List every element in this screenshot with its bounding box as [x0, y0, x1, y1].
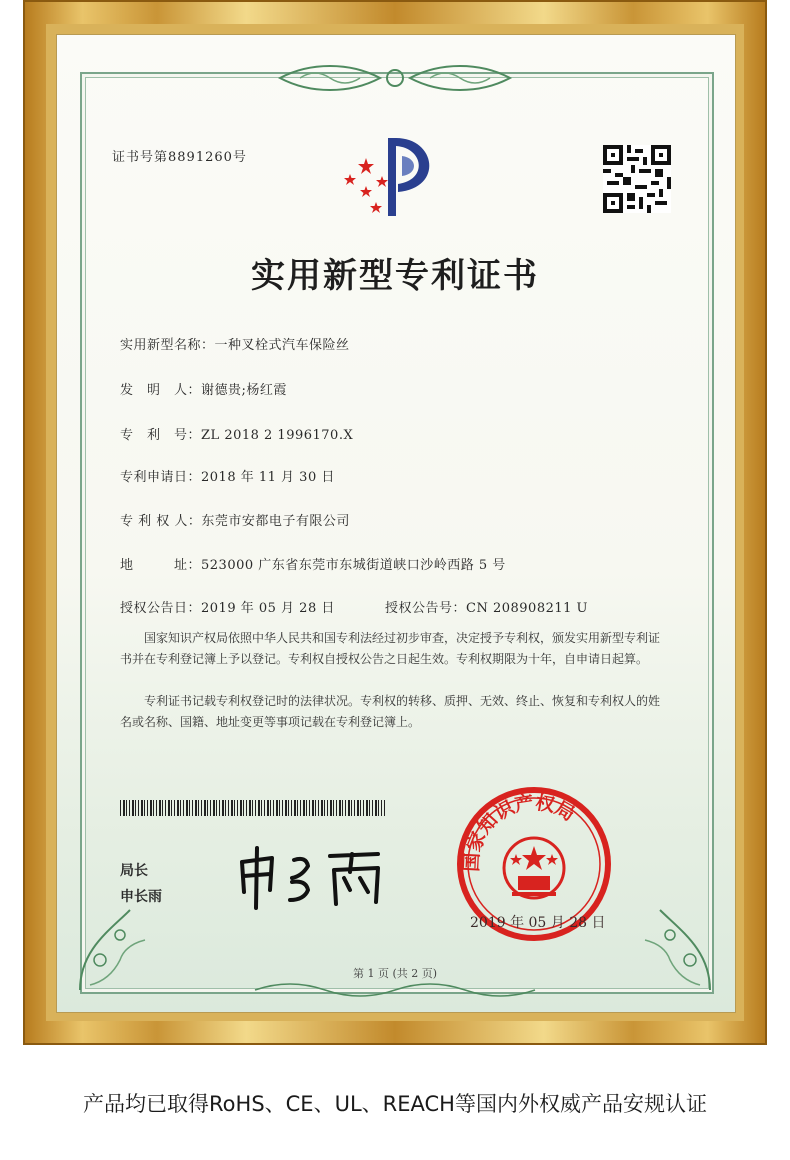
field-utility-model-name	[120, 334, 350, 353]
field-value: 一种叉栓式汽车保险丝	[214, 338, 350, 353]
certification-caption: 产品均已取得RoHS、CE、UL、REACH等国内外权威产品安规认证	[83, 1092, 707, 1116]
grant-paragraph: 国家知识产权局依照中华人民共和国专利法经过初步审查，决定授予专利权，颁发实用新型专利证书并在专利登记簿上予以登记。专利权自授权公告之日起生效。专利权期限为十年，自申请日起算。	[120, 631, 661, 666]
certificate-title: 实用新型专利证书	[251, 256, 539, 296]
field-value: 东莞市安都电子有限公司	[201, 514, 350, 529]
qr-code-icon	[603, 145, 671, 213]
handwritten-signature-icon	[232, 842, 392, 912]
field-value: CN 208908211 U	[466, 601, 588, 616]
page-number: 第 1 页 (共 2 页)	[352, 967, 438, 980]
field-value: ZL 2018 2 1996170.X	[201, 428, 354, 443]
field-label: 专利申请日：	[120, 470, 202, 485]
field-label: 授权公告号：	[385, 601, 467, 616]
seal-text: 国家知识产权局	[460, 791, 579, 873]
chief-title: 局长	[120, 863, 148, 879]
field-value: 523000 广东省东莞市东城街道峡口沙岭西路 5 号	[201, 558, 506, 573]
field-grant-number	[385, 597, 588, 616]
bottom-left-ornament-icon	[70, 890, 170, 1000]
field-label: 地 址：	[120, 558, 202, 573]
field-value: 谢德贵;杨红霞	[201, 383, 287, 398]
legal-status-paragraph: 专利证书记载专利权登记时的法律状况。专利权的转移、质押、无效、终止、恢复和专利权人的姓名或名称、国籍、地址变更等事项记载在专利登记簿上。	[120, 694, 661, 729]
field-label: 授权公告日：	[120, 601, 202, 616]
top-ornament-icon	[270, 60, 520, 96]
seal-date: 2019 年 05 月 28 日	[470, 915, 606, 931]
field-patent-number	[120, 424, 353, 443]
bottom-right-ornament-icon	[620, 890, 720, 1000]
field-grant-date	[120, 597, 335, 616]
certificate-number: 证书号第8891260号	[112, 150, 247, 165]
field-label: 实用新型名称：	[120, 338, 215, 353]
chief-name: 申长雨	[120, 889, 162, 905]
field-value: 2019 年 05 月 28 日	[201, 601, 335, 616]
field-application-date	[120, 466, 335, 485]
bottom-center-ornament-icon	[250, 980, 540, 1000]
field-inventor	[120, 379, 287, 398]
field-label: 发 明 人：	[120, 383, 202, 398]
field-address	[120, 554, 506, 573]
field-patentee	[120, 510, 350, 529]
field-label: 专 利 号：	[120, 428, 202, 443]
barcode	[120, 800, 385, 816]
field-value: 2018 年 11 月 30 日	[201, 470, 335, 485]
patent-office-logo-icon	[336, 130, 451, 220]
field-label: 专 利 权 人：	[120, 514, 202, 529]
